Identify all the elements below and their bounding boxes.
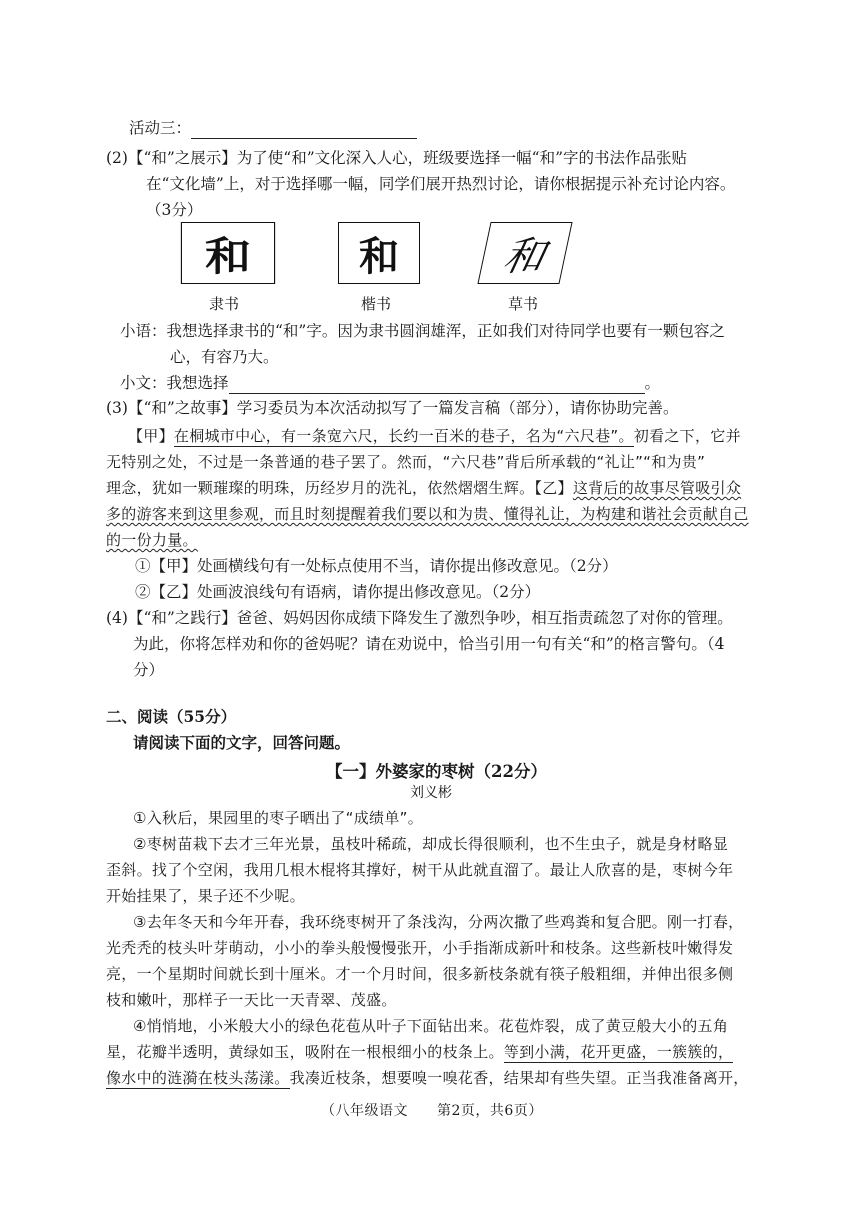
xiaoyu-line1: 小语：我想选择隶书的“和”字。因为隶书圆润雄浑，正如我们对待同学也要有一颗包容之 [120, 322, 725, 340]
calligraphy-caoshu-label: 草书 [508, 295, 539, 313]
article-title: 【一】外婆家的枣树（22分） [326, 762, 547, 781]
calligraphy-lishu-glyph: 和 [205, 234, 251, 279]
calligraphy-caoshu-glyph: 和 [499, 233, 550, 280]
q3-para-line2: 无特别之处，不过是一条普通的巷子罢了。然而，“六尺巷”背后所承载的“礼让”“和为贵” [106, 453, 706, 471]
q3-para-line3 [106, 477, 741, 499]
xiaowen-answer-blank[interactable] [229, 377, 645, 394]
q3-intro: (3)【“和”之故事】学习委员为本次活动拟写了一篇发言稿（部分），请你协助完善。 [106, 399, 679, 417]
article-para2-line2: 歪斜。找了个空闲，我用几根木棍将其撑好，树干从此就直溜了。最让人欣喜的是，枣树今年 [106, 861, 734, 879]
calligraphy-lishu-label: 隶书 [209, 295, 240, 313]
q3-jia-underlined-sentence: 在桐城市中心，有一条宽六尺，长约一百米的巷子，名为“六尺巷”。 [173, 427, 634, 445]
xiaowen-label: 小文：我想选择 [120, 374, 229, 392]
article-para3-line2: 光秃秃的枝头叶芽萌动，小小的拳头般慢慢张开，小手指渐成新叶和枝条。这些新枝叶嫩得发 [106, 939, 734, 957]
q3-yi-wavy-sentence-part1: 这背后的故事尽管吸引众 [572, 479, 742, 497]
article-para4-underlined-part2: 像水中的涟漪在枝头荡漾。 [106, 1069, 290, 1087]
xiaowen-end: 。 [644, 374, 661, 392]
q3-yi-wavy-sentence-part3: 的一份力量。 [106, 531, 198, 549]
calligraphy-kaishu-box [338, 222, 420, 284]
calligraphy-caoshu-box [477, 222, 572, 284]
q3-para-line1 [128, 425, 741, 447]
q3-para1-rest: 初看之下，它并 [633, 427, 741, 445]
activity3-row [129, 117, 417, 139]
xiaowen-row [120, 372, 660, 394]
q2-line2: 在“文化墙”上，对于选择哪一幅，同学们展开热烈讨论，请你根据提示补充讨论内容。 [146, 175, 736, 193]
article-para2-line1: ②枣树苗栽下去才三年光景，虽枝叶稀疏，却成长得很顺利，也不生虫子，就是身材略显 [133, 835, 729, 853]
activity3-label: 活动三： [129, 119, 192, 137]
q3-jia-marker: 【甲】 [128, 427, 174, 445]
q4-line3: 分） [133, 661, 165, 679]
calligraphy-kaishu-label: 楷书 [361, 295, 392, 313]
article-para4-line1: ④悄悄地，小米般大小的绿色花苞从叶子下面钻出来。花苞炸裂，成了黄豆般大小的五角 [133, 1017, 729, 1035]
article-para2-line3: 开始挂果了，果子还不少呢。 [106, 887, 305, 905]
article-para3-line3: 亮，一个星期时间就长到十厘米。才一个月时间，很多新枝条就有筷子般粗细，并伸出很多侧 [106, 965, 734, 983]
article-para4-line3-text: 我凑近枝条，想要嗅一嗅花香，结果却有些失望。正当我准备离开， [289, 1069, 749, 1087]
q3-para3-text: 理念，犹如一颗璀璨的明珠，历经岁月的洗礼，依然熠熠生辉。【乙】 [106, 479, 573, 497]
calligraphy-kaishu-glyph: 和 [359, 232, 399, 280]
article-para4-line2 [106, 1041, 733, 1063]
calligraphy-lishu-box [181, 222, 275, 284]
activity3-answer-blank[interactable] [191, 122, 417, 139]
article-para3-line4: 枝和嫩叶，那样子一天比一天青翠、茂盛。 [106, 991, 397, 1009]
q4-line1: (4)【“和”之践行】爸爸、妈妈因你成绩下降发生了激烈争吵，相互指责疏忽了对你的管理。 [106, 609, 733, 627]
q2-line1: (2)【“和”之展示】为了使“和”文化深入人心，班级要选择一幅“和”字的书法作品张贴 [106, 149, 688, 167]
q3-sub1: ①【甲】处画横线句有一处标点使用不当，请你提出修改意见。（2分） [135, 557, 618, 575]
article-para3-line1: ③去年冬天和今年开春，我环绕枣树开了条浅沟，分两次撒了些鸡粪和复合肥。刚一打春， [133, 913, 744, 931]
article-para4-line3 [106, 1067, 749, 1089]
q2-line3: （3分） [146, 201, 203, 219]
page-footer: （八年级语文 第2页，共6页） [321, 1103, 543, 1119]
q3-yi-wavy-sentence-part2: 多的游客来到这里参观，而且时刻提醒着我们要以和为贵、懂得礼让，为构建和谐社会贡献自己 [106, 505, 749, 523]
section2-heading: 二、阅读（55分） [106, 707, 237, 726]
article-author: 刘义彬 [410, 785, 452, 801]
article-para1: ①入秋后，果园里的枣子晒出了“成绩单”。 [133, 809, 423, 827]
q4-line2: 为此，你将怎样劝和你的爸妈呢？请在劝说中，恰当引用一句有关“和”的格言警句。（4 [133, 635, 725, 653]
section2-instruction: 请阅读下面的文字，回答问题。 [133, 733, 351, 752]
article-para4-line2-text: 星，花瓣半透明，黄绿如玉，吸附在一根根细小的枝条上。 [106, 1043, 504, 1061]
article-para4-underlined-part1: 等到小满，花开更盛，一簇簇的， [503, 1043, 734, 1061]
xiaoyu-line2: 心，有容乃大。 [170, 348, 279, 366]
q3-sub2: ②【乙】处画波浪线句有语病，请你提出修改意见。（2分） [135, 583, 541, 601]
